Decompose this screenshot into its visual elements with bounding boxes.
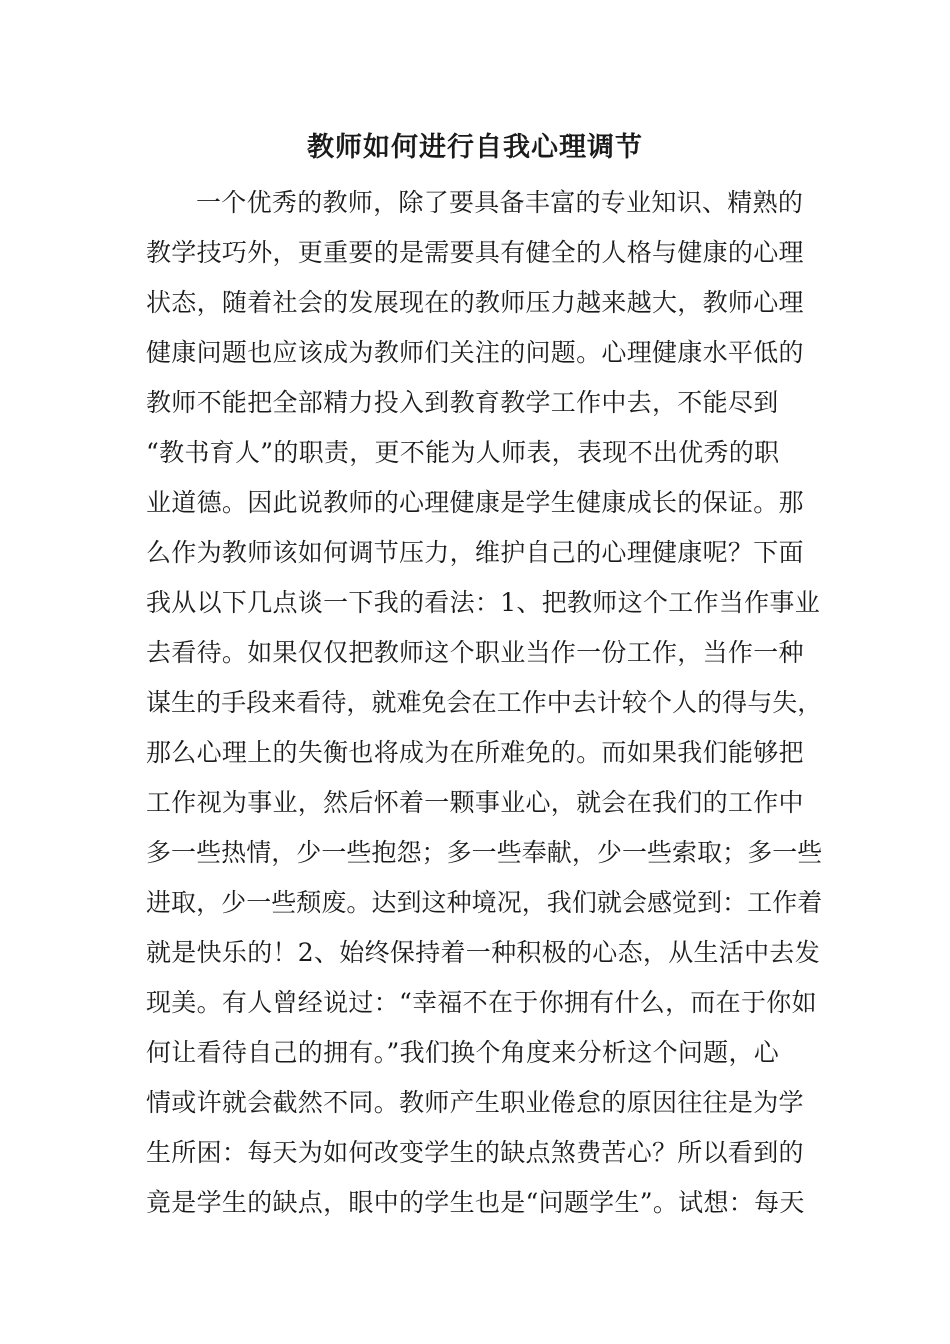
- body-line: “教书育人”的职责，更不能为人师表，表现不出优秀的职: [146, 438, 780, 467]
- body-line: 一个优秀的教师，除了要具备丰富的专业知识、精熟的: [196, 188, 804, 217]
- document-title: 教师如何进行自我心理调节: [307, 132, 643, 163]
- body-line: 何让看待自己的拥有。”我们换个角度来分析这个问题，心: [146, 1038, 780, 1067]
- document-body: [146, 178, 826, 1228]
- body-line: 那么心理上的失衡也将成为在所难免的。而如果我们能够把: [146, 738, 804, 767]
- body-line: 状态，随着社会的发展现在的教师压力越来越大，教师心理: [146, 288, 804, 317]
- body-line: 进取，少一些颓废。达到这种境况，我们就会感觉到：工作着: [146, 888, 823, 917]
- body-line: 谋生的手段来看待，就难免会在工作中去计较个人的得与失，: [146, 688, 823, 717]
- body-line: 就是快乐的！2、始终保持着一种积极的心态，从生活中去发: [146, 938, 821, 967]
- body-line: 竟是学生的缺点，眼中的学生也是“问题学生”。试想：每天: [146, 1188, 805, 1217]
- body-line: 生所困：每天为如何改变学生的缺点煞费苦心？所以看到的: [146, 1138, 804, 1167]
- body-line: 多一些热情，少一些抱怨；多一些奉献，少一些索取；多一些: [146, 838, 823, 867]
- body-line: 我从以下几点谈一下我的看法：1、把教师这个工作当作事业: [146, 588, 821, 617]
- body-line: 教师不能把全部精力投入到教育教学工作中去，不能尽到: [146, 388, 779, 417]
- body-line: 健康问题也应该成为教师们关注的问题。心理健康水平低的: [146, 338, 804, 367]
- body-line: 教学技巧外，更重要的是需要具有健全的人格与健康的心理: [146, 238, 804, 267]
- body-line: 去看待。如果仅仅把教师这个职业当作一份工作，当作一种: [146, 638, 804, 667]
- body-line: 情或许就会截然不同。教师产生职业倦怠的原因往往是为学: [146, 1088, 804, 1117]
- body-line: 工作视为事业，然后怀着一颗事业心，就会在我们的工作中: [146, 788, 804, 817]
- body-line: 么作为教师该如何调节压力，维护自己的心理健康呢？下面: [146, 538, 804, 567]
- body-line: 现美。有人曾经说过：“幸福不在于你拥有什么，而在于你如: [146, 988, 817, 1017]
- body-line: 业道德。因此说教师的心理健康是学生健康成长的保证。那: [146, 488, 804, 517]
